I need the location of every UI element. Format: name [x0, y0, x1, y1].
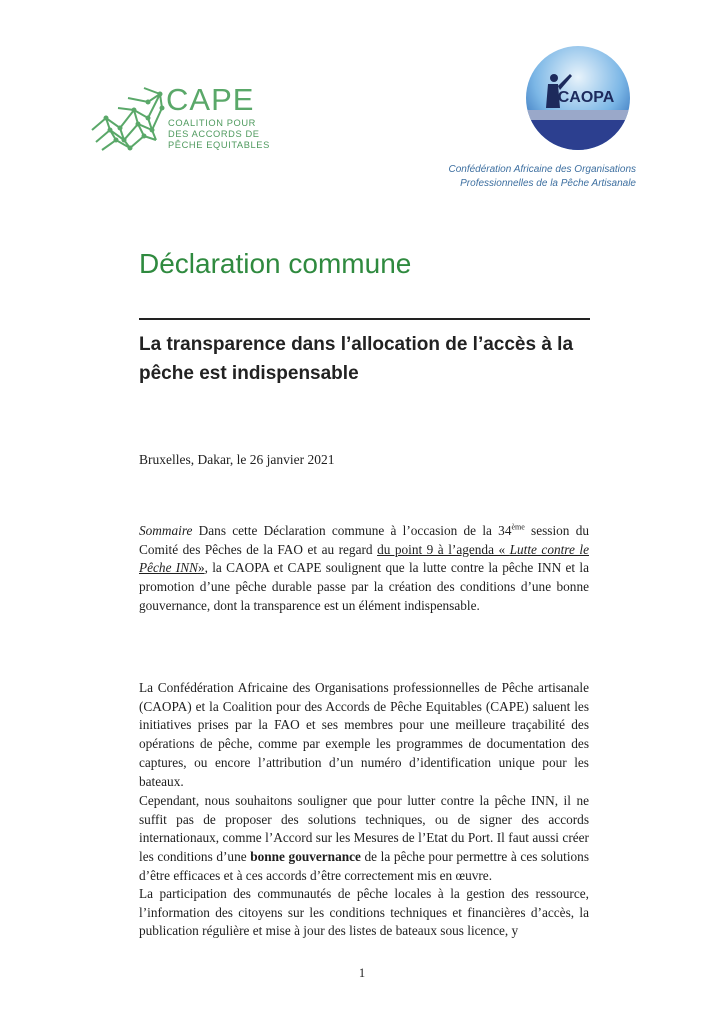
caopa-logo-text: CAOPA	[557, 89, 615, 106]
page-number: 1	[358, 966, 366, 980]
fishing-net-icon	[88, 80, 168, 155]
title-divider	[139, 318, 590, 320]
place-date: Bruxelles, Dakar, le 26 janvier 2021	[139, 452, 335, 467]
body-paragraph-2	[139, 792, 589, 886]
document-title: Déclaration commune	[139, 248, 412, 279]
agenda-link-text-2: Lutte contre le Pêche INN	[139, 541, 589, 576]
cape-logo-line1: COALITION POUR	[168, 118, 256, 128]
cape-logo-line3: PÊCHE EQUITABLES	[168, 140, 270, 150]
body-paragraph-3: La participation des communautés de pêche locales à la gestion des ressource, l’information des citoyens sur les conditions techniques et financières d’accès, la publication régulière et mise à jour des listes de bateaux sous licence, y	[139, 886, 589, 939]
summary-superscript: ème	[511, 522, 525, 532]
caopa-caption	[448, 163, 636, 191]
summary-text-1: Dans cette Déclaration commune à l’occasion de la 34	[192, 523, 512, 538]
body-paragraph-1: La Confédération Africaine des Organisations professionnelles de Pêche artisanale (CAOPA) et la Coalition pour des Accords de Pêche Equitables (CAPE) saluent les initiatives prises par la FAO et ses membres pour une meilleure traçabilité des opérations de pêche, comme par exemple les programmes de documentation des captures, ou encore l’attribution d’un numéro d’identification unique pour les bateaux.	[139, 680, 589, 789]
summary-text-3: , la CAOPA et CAPE soulignent que la lutte contre la pêche INN et la promotion d’une pêche durable passe par la création des conditions d’une bonne gouvernance, dont la transparence est un élément indispensable.	[139, 560, 589, 613]
cape-logo-title: CAPE	[166, 82, 255, 117]
bonne-gouvernance-emphasis: bonne gouvernance	[250, 849, 361, 865]
summary-label: Sommaire	[139, 523, 193, 538]
caopa-logo	[524, 44, 632, 152]
caopa-caption-line1: Confédération Africaine des Organisations	[448, 164, 636, 175]
document-subtitle: La transparence dans l’allocation de l’accès à la pêche est indispensable	[139, 334, 574, 384]
body-paragraph-2-text-2: de la pêche pour permettre à ces solutions d’être efficaces et à ces accords d’être correctement mis en œuvre.	[139, 849, 590, 883]
cape-logo	[88, 80, 278, 155]
summary-text-2: session du Comité des Pêches de la FAO et au regard	[139, 523, 589, 557]
body-paragraph-2-text-1: Cependant, nous souhaitons souligner que pour lutter contre la pêche INN, il ne suffit pas de proposer des solutions techniques, ou de signer des accords internationaux, comme l’Accord sur les Mesures de l’Etat du Port. Il faut aussi créer les conditions d’une	[139, 793, 589, 865]
summary-paragraph	[139, 522, 589, 616]
agenda-link-text-1: du point 9 à l’agenda «	[377, 541, 510, 557]
agenda-link-text-3: »	[197, 560, 205, 576]
cape-logo-line2: DES ACCORDS DE	[168, 129, 260, 139]
caopa-caption-line2: Professionnelles de la Pêche Artisanale	[460, 178, 636, 189]
